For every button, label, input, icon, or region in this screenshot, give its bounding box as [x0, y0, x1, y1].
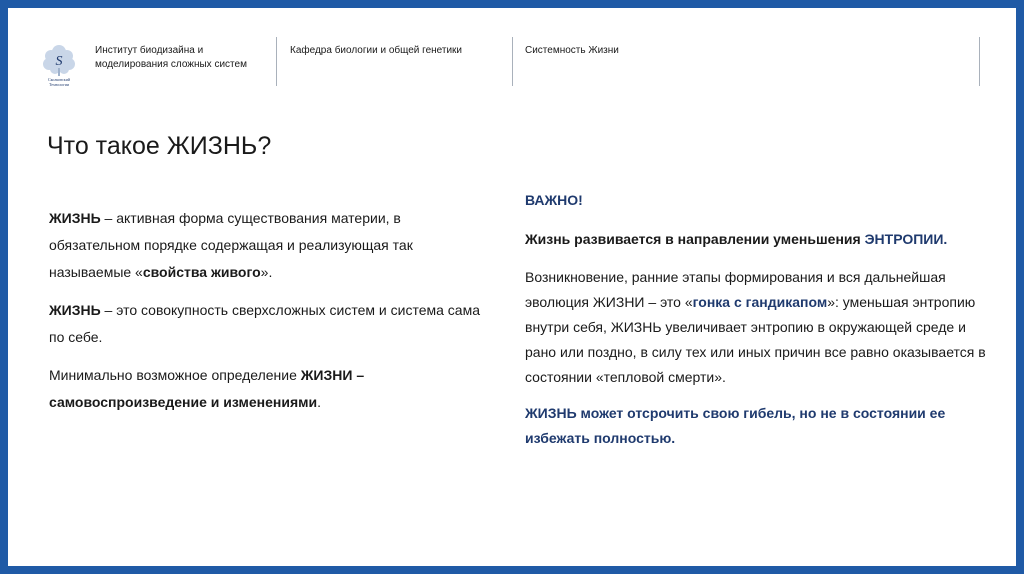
- page-title: Что такое ЖИЗНЬ?: [47, 132, 272, 160]
- definition-paragraph-3: [49, 362, 489, 416]
- header-divider: [276, 37, 277, 86]
- term: ЖИЗНЬ: [49, 302, 101, 318]
- entropy-text: Жизнь развивается в направлении уменьшения: [525, 231, 865, 247]
- evolution-accent: гонка с гандикапом: [692, 294, 828, 310]
- evolution-text-end: »: уменьшая энтропию внутри себя, ЖИЗНЬ увеличивает энтропию в окружающей среде и рано или поздно, в силу тех или иных причин все равно оказывается в состоянии «тепловой смерти».: [525, 294, 986, 385]
- header: [8, 8, 1016, 98]
- emphasis: свойства живого: [142, 264, 261, 280]
- institute-logo: [41, 44, 77, 92]
- definition-text: – активная форма существования материи, в обязательном порядке содержащая и реализующая так называемые «: [49, 210, 413, 280]
- logo-caption: [37, 77, 81, 87]
- institute-name-line-1: Институт биодизайна и: [95, 45, 204, 56]
- left-column: [49, 205, 489, 416]
- entropy-accent: ЭНТРОПИИ.: [864, 231, 948, 247]
- conclusion-paragraph: ЖИЗНЬ может отсрочить свою гибель, но не в состоянии ее избежать полностью.: [525, 405, 946, 446]
- right-column: [525, 188, 995, 451]
- term: ЖИЗНЬ: [49, 210, 101, 226]
- evolution-paragraph: [525, 265, 995, 390]
- definition-text: – это совокупность сверхсложных систем и система сама по себе.: [49, 302, 480, 345]
- header-divider: [979, 37, 980, 86]
- logo-caption-line-2: Технологии: [48, 82, 70, 87]
- definition-text-end: ».: [260, 264, 273, 280]
- definition-text-end: .: [317, 394, 321, 410]
- emphasis: ЖИЗНИ – самовоспроизведение и изменениями: [49, 367, 365, 410]
- slide: [8, 8, 1016, 566]
- definition-paragraph-1: [49, 205, 489, 286]
- department-name: Кафедра биологии и общей генетики: [290, 45, 463, 56]
- evolution-text: Возникновение, ранние этапы формирования и вся дальнейшая эволюция ЖИЗНИ – это «: [525, 269, 946, 310]
- definition-text: Минимально возможное определение: [49, 367, 301, 383]
- definition-paragraph-2: [49, 297, 489, 351]
- institute-name: [95, 44, 247, 72]
- entropy-paragraph: [525, 227, 995, 252]
- logo-caption-line-1: Сколковский: [48, 77, 70, 82]
- institute-name-line-2: моделирования сложных систем: [95, 59, 247, 70]
- svg-text:S: S: [55, 54, 63, 69]
- important-heading: ВАЖНО!: [525, 192, 583, 208]
- topic-name: Системность Жизни: [525, 45, 619, 56]
- header-divider: [512, 37, 513, 86]
